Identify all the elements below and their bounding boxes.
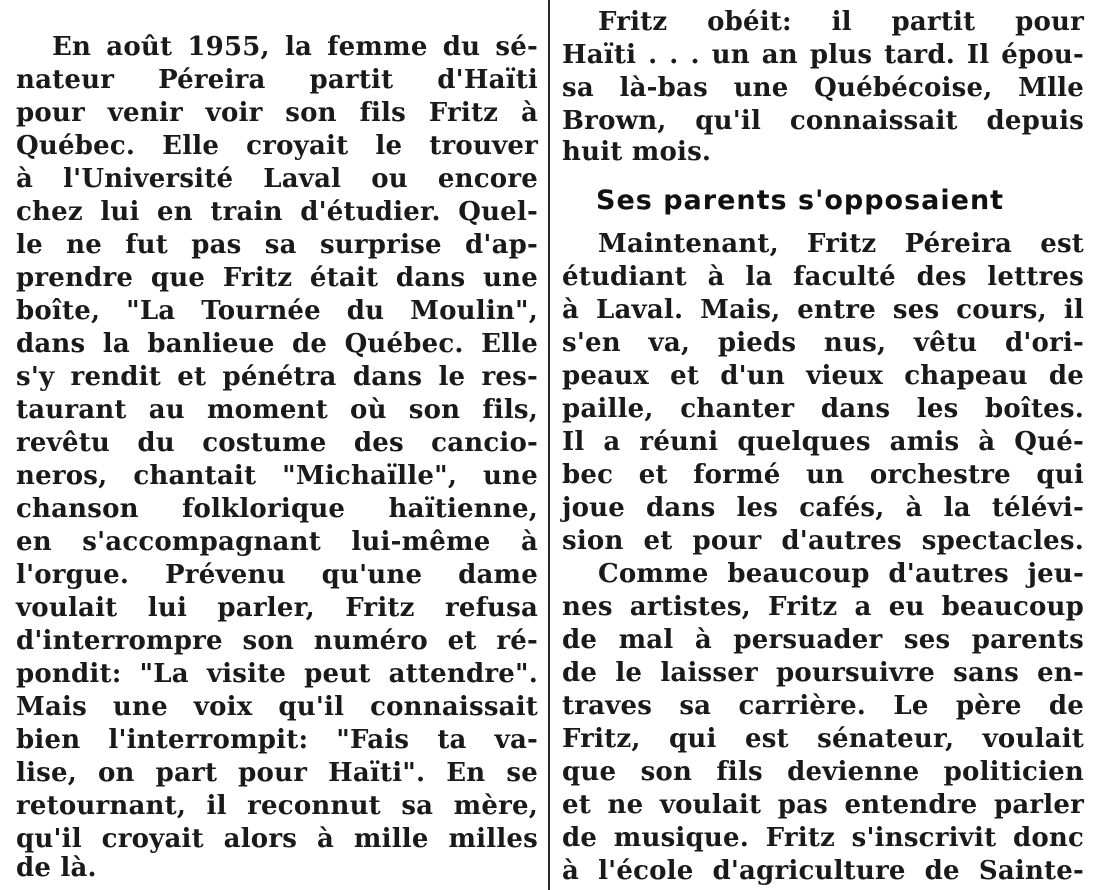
text-line: sa là-bas une Québécoise, Mlle [562,73,1084,103]
text-line: dans la banlieue de Québec. Elle [16,329,538,359]
text-line: de musique. Fritz s'inscrivit donc [562,823,1084,853]
text-line: bec et formé un orchestre qui [562,460,1084,490]
text-line: sion et pour d'autres spectacles. [562,526,1084,556]
text-line: Maintenant, Fritz Péreira est [598,229,1084,259]
text-line: traves sa carrière. Le père de [562,691,1084,721]
text-line: Fritz obéit: il partit pour [598,7,1084,37]
text-line: nateur Péreira partit d'Haïti [16,65,538,95]
text-line: nes artistes, Fritz a eu beaucoup [562,592,1084,622]
text-line: de le laisser poursuivre sans en- [562,658,1084,688]
text-line: bien l'interrompit: "Fais ta va- [16,725,538,755]
text-line: taurant au moment où son fils, [16,395,538,425]
text-line: boîte, "La Tournée du Moulin", [16,296,538,326]
text-line: de là. [16,853,97,883]
text-line: que son fils devienne politicien [562,757,1084,787]
text-line: s'en va, pieds nus, vêtu d'ori- [562,328,1084,358]
text-line: huit mois. [562,137,712,167]
text-line: qu'il croyait alors à mille milles [16,824,538,854]
text-line: peaux et d'un vieux chapeau de [562,361,1084,391]
text-line: d'interrompre son numéro et ré- [16,626,538,656]
text-line: voulait lui parler, Fritz refusa [16,593,538,623]
text-line: à l'école d'agriculture de Sainte- [562,856,1084,886]
text-line: retournant, il reconnut sa mère, [16,791,538,821]
text-line: et ne voulait pas entendre parler [562,790,1084,820]
text-line: Fritz, qui est sénateur, voulait [562,724,1084,754]
text-line: En août 1955, la femme du sé- [52,32,538,62]
text-line: s'y rendit et pénétra dans le res- [16,362,538,392]
text-line: chanson folklorique haïtienne, [16,494,538,524]
text-line: Il a réuni quelques amis à Qué- [562,427,1084,457]
text-line: neros, chantait "Michaïlle", une [16,461,538,491]
text-line: pondit: "La visite peut attendre". [16,659,538,689]
text-line: de mal à persuader ses parents [562,625,1084,655]
left-column [16,0,538,890]
text-line: Haïti . . . un an plus tard. Il épou- [562,40,1084,70]
text-line: paille, chanter dans les boîtes. [562,394,1084,424]
text-line: prendre que Fritz était dans une [16,263,538,293]
text-line: étudiant à la faculté des lettres [562,262,1084,292]
text-line: joue dans les cafés, à la télévi- [562,493,1084,523]
text-line: revêtu du costume des cancio- [16,428,538,458]
text-line: pour venir voir son fils Fritz à [16,98,538,128]
text-line: à l'Université Laval ou encore [16,164,538,194]
column-divider [548,0,550,890]
text-line: chez lui en train d'étudier. Quel- [16,197,538,227]
subheading: Ses parents s'opposaient [596,185,1005,216]
text-line: Brown, qu'il connaissait depuis [562,106,1084,136]
text-line: Québec. Elle croyait le trouver [16,131,538,161]
text-line: lise, on part pour Haïti". En se [16,758,538,788]
text-line: l'orgue. Prévenu qu'une dame [16,560,538,590]
text-line: Comme beaucoup d'autres jeu- [598,559,1084,589]
text-line: Mais une voix qu'il connaissait [16,692,538,722]
right-column [562,0,1084,890]
text-line: en s'accompagnant lui-même à [16,527,538,557]
text-line: à Laval. Mais, entre ses cours, il [562,295,1084,325]
text-line: le ne fut pas sa surprise d'ap- [16,230,538,260]
